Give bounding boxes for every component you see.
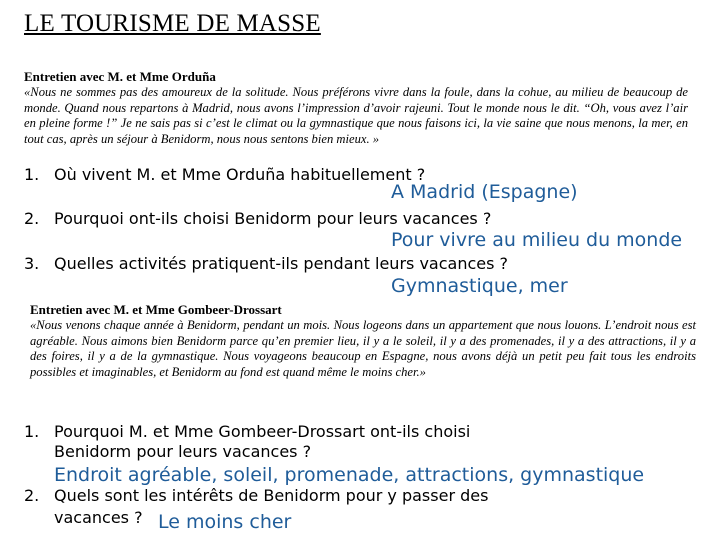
question-2-1	[24, 422, 470, 442]
question-number: 3.	[24, 254, 40, 273]
question-1-1	[24, 165, 425, 185]
interview-2-heading: Entretien avec M. et Mme Gombeer-Drossart	[30, 302, 282, 317]
interview-1-text: «Nous ne sommes pas des amoureux de la solitude. Nous préférons vivre dans la foule, dans la cohue, au milieu de beaucoup de monde. Quand nous repartons à Madrid, nous avons l’impression d’avoir rajeuni. Tout le monde nous le dit. “Oh, vous avez l’air en pleine forme !” Je ne sais pas si c’est le climat ou la gymnastique que nous faisons ici, la vie saine que nous menons, la mer, en tout cas, après un séjour à Benidorm, nous nous sentons bien mieux. »	[24, 85, 688, 146]
answer-1-1: A Madrid (Espagne)	[391, 181, 578, 203]
question-number: 2.	[24, 209, 40, 228]
question-number: 2.	[24, 486, 40, 505]
question-number: 1.	[24, 422, 40, 441]
question-text: Pourquoi ont-ils choisi Benidorm pour leurs vacances ?	[54, 209, 492, 228]
answer-2-1: Endroit agréable, soleil, promenade, attractions, gymnastique	[54, 464, 645, 486]
answer-1-3: Gymnastique, mer	[391, 275, 568, 297]
question-2-2-line-2: vacances ?	[54, 508, 143, 527]
question-number: 1.	[24, 165, 40, 184]
question-2-2	[24, 486, 488, 506]
question-text-line-1: Pourquoi M. et Mme Gombeer-Drossart ont-ils choisi	[54, 422, 471, 441]
question-1-3	[24, 254, 508, 274]
answer-1-2: Pour vivre au milieu du monde	[391, 229, 683, 251]
interview-1-heading: Entretien avec M. et Mme Orduña	[24, 69, 216, 84]
question-1-2	[24, 209, 491, 229]
answer-2-2: Le moins cher	[158, 511, 292, 533]
interview-2-text: «Nous venons chaque année à Benidorm, pendant un mois. Nous logeons dans un appartement que nous louons. L’endroit nous est agréable. Nous aimons bien Benidorm parce qu’en premier lieu, il y a le soleil, il y a des promenades, il y a des attractions, il y a des foires, il y a de la gymnastique. Nous voyageons beaucoup en Espagne, nous avons déjà un petit peu fait tous les endroits possibles et imaginables, et Benidorm au fond est quand même le moins cher.»	[30, 318, 696, 379]
question-text: Où vivent M. et Mme Orduña habituellement ?	[54, 165, 426, 184]
question-text-line-1: Quels sont les intérêts de Benidorm pour y passer des	[54, 486, 489, 505]
page-title: LE TOURISME DE MASSE	[24, 10, 321, 37]
question-text: Quelles activités pratiquent-ils pendant leurs vacances ?	[54, 254, 509, 273]
question-2-1-line-2: Benidorm pour leurs vacances ?	[54, 442, 312, 461]
